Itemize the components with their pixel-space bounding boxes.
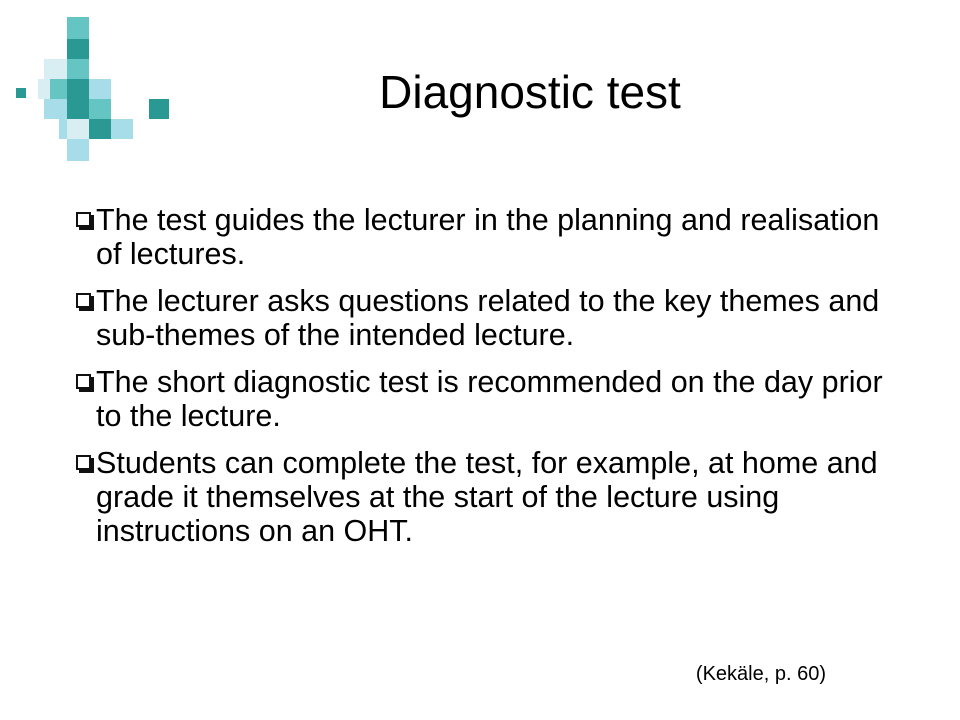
bullet-item [72, 365, 902, 433]
bullet-text: The lecturer asks questions related to the key themes and sub-themes of the intended lecture. [96, 284, 880, 352]
bullet-item [72, 446, 902, 548]
slide-title: Diagnostic test [379, 66, 681, 118]
checkbox-square-icon [76, 374, 91, 389]
bullet-text: Students can complete the test, for example, at home and grade it themselves at the start of the lecture using instructions on an OHT. [96, 446, 878, 548]
bullet-text: The test guides the lecturer in the planning and realisation of lectures. [96, 203, 880, 271]
bullet-text: The short diagnostic test is recommended on the day prior to the lecture. [96, 365, 883, 433]
teal-square-mosaic-icon [0, 0, 200, 180]
bullet-item [72, 284, 902, 352]
checkbox-square-icon [76, 212, 91, 227]
bullet-item [72, 203, 902, 271]
bullet-list [72, 203, 902, 561]
checkbox-square-icon [76, 293, 91, 308]
citation: (Kekäle, p. 60) [695, 663, 826, 685]
checkbox-square-icon [76, 455, 91, 470]
